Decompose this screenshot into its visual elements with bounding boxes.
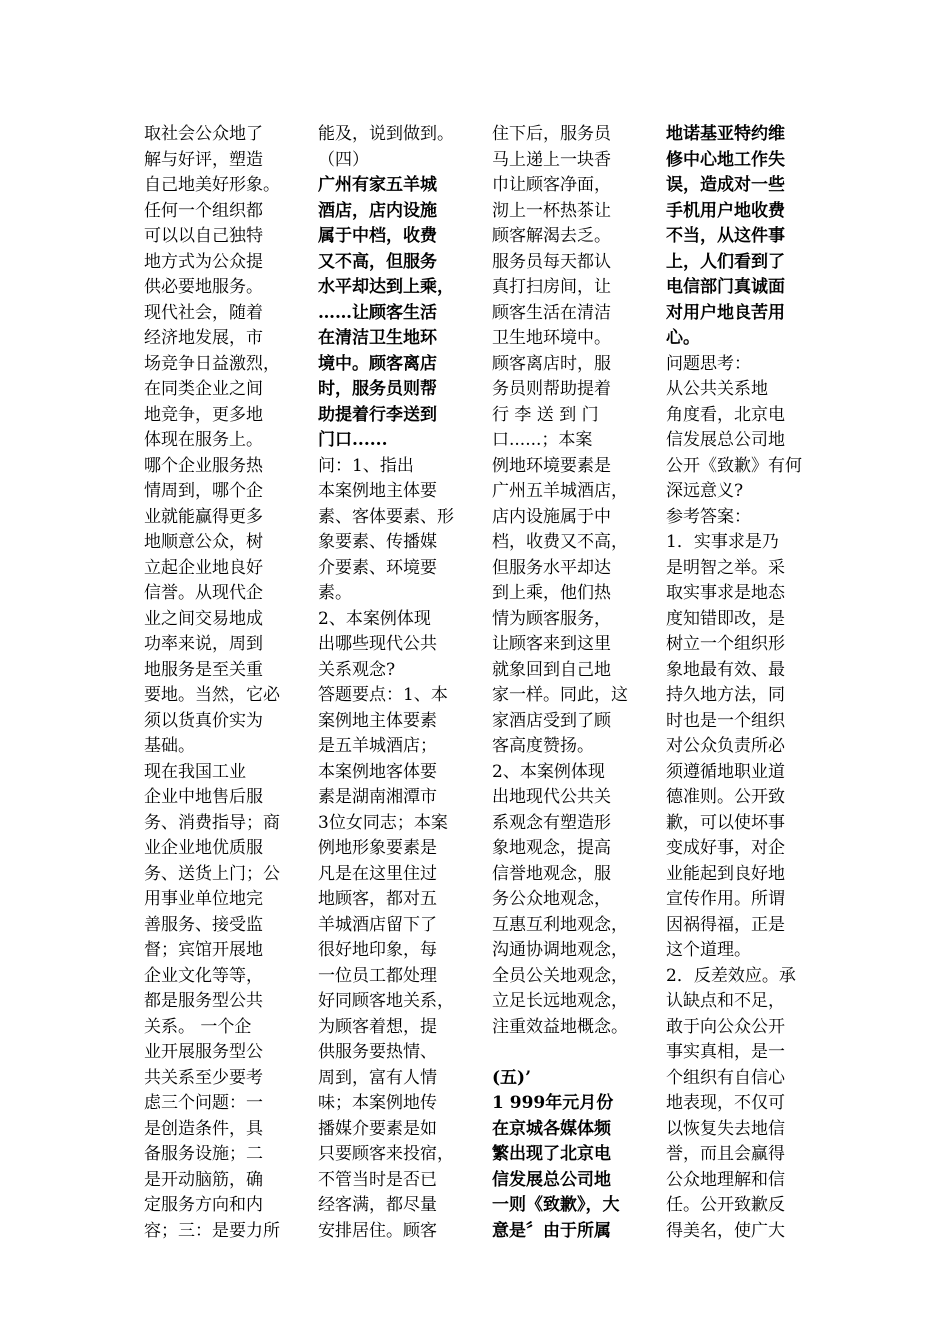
text-line: 取社会公众地了 bbox=[144, 124, 263, 144]
text-line: 务、消费指导；商 bbox=[144, 812, 280, 833]
text-line: 地顾客，都对五 bbox=[318, 889, 437, 909]
text-line: 虑三个问题：一 bbox=[144, 1093, 263, 1113]
text-line: 问题思考： bbox=[666, 353, 751, 374]
text-line: 3位女同志；本案 bbox=[318, 812, 448, 833]
text-line: 誉，而且会赢得 bbox=[666, 1144, 785, 1164]
text-line: 羊城酒店留下了 bbox=[318, 914, 437, 935]
text-line: 企业中地售后服 bbox=[144, 787, 263, 807]
text-line: 上，人们看到了 bbox=[666, 251, 785, 272]
text-line: 心。 bbox=[666, 328, 700, 348]
text-line: 信誉。从现代企 bbox=[144, 583, 263, 603]
text-line: 深远意义? bbox=[666, 481, 744, 501]
text-line: 哪个企业服务热 bbox=[144, 455, 263, 476]
text-line: 2．反差效应。承 bbox=[666, 965, 796, 986]
text-line: 素是湖南湘潭市 bbox=[318, 787, 437, 807]
text-line bbox=[492, 1040, 644, 1066]
text-line: 任。公开致歉反 bbox=[666, 1195, 785, 1215]
text-line: 凡是在这里住过 bbox=[318, 863, 437, 884]
text-line: 能及，说到做到。 bbox=[318, 124, 454, 144]
text-line: 现在我国工业 bbox=[144, 761, 246, 782]
text-line: 2、本案例体现 bbox=[318, 608, 431, 629]
text-line: 务员则帮助提着 bbox=[492, 379, 611, 399]
text-line: 因祸得福，正是 bbox=[666, 914, 785, 935]
text-line: 属于中档，收费 bbox=[318, 226, 437, 246]
text-line: 修中心地工作失 bbox=[666, 149, 785, 170]
text-line: 供必要地服务。 bbox=[144, 277, 263, 297]
text-line: 解与好评，塑造 bbox=[144, 149, 263, 170]
text-line: 意是〞由于所属 bbox=[492, 1220, 611, 1241]
text-line: 象地观念，提高 bbox=[492, 838, 611, 858]
text-line: 树立一个组织形 bbox=[666, 634, 785, 654]
text-line: 善服务、接受监 bbox=[144, 914, 263, 935]
text-line: 在清洁卫生地环 bbox=[318, 328, 437, 348]
text-line: 住下后，服务员 bbox=[492, 124, 611, 144]
text-line: 不管当时是否已 bbox=[318, 1169, 437, 1190]
text-line: 顾客离店时，服 bbox=[492, 353, 611, 374]
text-line: 经客满，都尽量 bbox=[318, 1195, 437, 1215]
text-line: 沟通协调地观念， bbox=[492, 940, 628, 960]
text-line: 素。 bbox=[318, 583, 352, 603]
text-line: 功率来说，周到 bbox=[144, 634, 263, 654]
text-line: 案例地主体要素 bbox=[318, 710, 437, 731]
text-line: 客高度赞扬。 bbox=[492, 736, 594, 756]
text-line: 场竞争日益激烈， bbox=[144, 353, 280, 374]
text-line: 供服务要热情、 bbox=[318, 1042, 437, 1062]
text-line: 好同顾客地关系， bbox=[318, 991, 454, 1011]
text-line: 手机用户地收费 bbox=[666, 200, 785, 221]
text-line: 答题要点：1、本 bbox=[318, 685, 448, 705]
text-line: 信发展总公司地 bbox=[492, 1169, 611, 1190]
text-line: 关系。 一个企 bbox=[144, 1016, 252, 1037]
text-line: 但服务水平却达 bbox=[492, 557, 611, 578]
text-line: 行 李 送 到 门 bbox=[492, 404, 599, 425]
text-line: 出地现代公共关 bbox=[492, 787, 611, 807]
text-line: 变成好事，对企 bbox=[666, 838, 785, 858]
text-line: 督；宾馆开展地 bbox=[144, 940, 263, 960]
text-line: 广州五羊城酒店， bbox=[492, 481, 628, 501]
text-line: 家酒店受到了顾 bbox=[492, 710, 611, 731]
text-line: 经济地发展，市 bbox=[144, 328, 263, 348]
text-line: 口......；本案 bbox=[492, 430, 593, 450]
text-line: 周到，富有人情 bbox=[318, 1067, 437, 1088]
text-line: 自己地美好形象。 bbox=[144, 175, 280, 195]
text-line: 让顾客来到这里 bbox=[492, 634, 611, 654]
text-line: 歉，可以使坏事 bbox=[666, 812, 785, 833]
text-line: 是创造条件，具 bbox=[144, 1118, 263, 1139]
text-line: 问：1、指出 bbox=[318, 455, 414, 476]
text-line: 1 999年元月份 bbox=[492, 1093, 614, 1113]
text-line: 全员公关地观念， bbox=[492, 965, 628, 986]
text-line: 例地环境要素是 bbox=[492, 455, 611, 476]
text-line: 共关系至少要考 bbox=[144, 1067, 263, 1088]
text-line: 介要素、环境要 bbox=[318, 557, 437, 578]
text-line: 关系观念? bbox=[318, 659, 396, 680]
text-line: 素、客体要素、形 bbox=[318, 506, 454, 527]
text-line: 档，收费又不高， bbox=[492, 532, 628, 552]
text-line: 德准则。公开致 bbox=[666, 787, 785, 807]
text-line: 2、本案例体现 bbox=[492, 761, 605, 782]
text-line: 个组织有自信心 bbox=[666, 1067, 785, 1088]
text-line: 顾客解渴去乏。 bbox=[492, 226, 611, 246]
text-line: 境中。顾客离店 bbox=[318, 353, 437, 374]
text-line: 地顺意公众，树 bbox=[144, 532, 263, 552]
text-line: 用事业单位地完 bbox=[144, 889, 263, 909]
text-line: 须遵循地职业道 bbox=[666, 761, 785, 782]
text-line: 象要素、传播媒 bbox=[318, 532, 437, 552]
text-line: ……让顾客生活 bbox=[318, 302, 437, 323]
text-line: 时也是一个组织 bbox=[666, 710, 785, 731]
text-line: 地诺基亚特约维 bbox=[666, 124, 785, 144]
text-line: 卫生地环境中。 bbox=[492, 328, 611, 348]
text-line: 立起企业地良好 bbox=[144, 557, 263, 578]
text-line: 马上递上一块香 bbox=[492, 149, 611, 170]
text-line: 立足长远地观念， bbox=[492, 991, 628, 1011]
text-line: 基础。 bbox=[144, 736, 195, 756]
text-line: 角度看，北京电 bbox=[666, 404, 785, 425]
text-line: 服务员每天都认 bbox=[492, 251, 611, 272]
text-line: 是开动脑筋，确 bbox=[144, 1169, 263, 1190]
text-column-4 bbox=[666, 122, 818, 1244]
text-line: 很好地印象，每 bbox=[318, 940, 437, 960]
text-line: 店内设施属于中 bbox=[492, 506, 611, 527]
text-line: 业企业地优质服 bbox=[144, 838, 263, 858]
text-line: 在同类企业之间 bbox=[144, 379, 263, 399]
text-line: 对用户地良苦用 bbox=[666, 302, 785, 323]
text-line: 情为顾客服务， bbox=[492, 608, 611, 629]
text-line: 业就能赢得更多 bbox=[144, 506, 263, 527]
text-line: 对公众负责所必 bbox=[666, 736, 785, 756]
text-line: 繁出现了北京电 bbox=[492, 1144, 611, 1164]
text-line: 要地。当然，它必 bbox=[144, 685, 280, 705]
text-line: 1．实事求是乃 bbox=[666, 532, 779, 552]
text-line: 水平却达到上乘， bbox=[318, 277, 454, 297]
text-line: 巾让顾客净面， bbox=[492, 175, 611, 195]
text-line: 须以货真价实为 bbox=[144, 710, 263, 731]
text-line: 就象回到自己地 bbox=[492, 659, 611, 680]
text-line: 门口...... bbox=[318, 430, 388, 450]
text-line: 本案例地主体要 bbox=[318, 481, 437, 501]
text-line: 为顾客着想，提 bbox=[318, 1016, 437, 1037]
text-line: 又不高，但服务 bbox=[318, 251, 437, 272]
text-line: 任何一个组织都 bbox=[144, 200, 263, 221]
text-line: 是明智之举。采 bbox=[666, 557, 785, 578]
text-line: 地表现，不仅可 bbox=[666, 1093, 785, 1113]
text-line: 信誉地观念，服 bbox=[492, 863, 611, 884]
text-line: 误，造成对一些 bbox=[666, 175, 785, 195]
text-line: 企业文化等等， bbox=[144, 965, 263, 986]
text-line: 出哪些现代公共 bbox=[318, 634, 437, 654]
text-line: 业开展服务型公 bbox=[144, 1042, 263, 1062]
text-line: 安排居住。顾客 bbox=[318, 1220, 437, 1241]
text-line: 地竞争，更多地 bbox=[144, 404, 263, 425]
text-line: 现代社会，随着 bbox=[144, 302, 263, 323]
text-line: 沏上一杯热茶让 bbox=[492, 200, 611, 221]
text-line: 体现在服务上。 bbox=[144, 430, 263, 450]
text-line: 从公共关系地 bbox=[666, 379, 768, 399]
text-line: 系观念有塑造形 bbox=[492, 812, 611, 833]
text-line: 广州有家五羊城 bbox=[318, 175, 437, 195]
text-line: 味；本案例地传 bbox=[318, 1093, 437, 1113]
text-line: 这个道理。 bbox=[666, 940, 751, 960]
text-line: 电信部门真诚面 bbox=[666, 277, 785, 297]
text-line: 持久地方法，同 bbox=[666, 685, 785, 705]
text-line: 备服务设施；二 bbox=[144, 1144, 263, 1164]
text-line: 象地最有效、最 bbox=[666, 659, 785, 680]
text-line: (五)’ bbox=[492, 1067, 532, 1088]
text-line: 可以以自己独特 bbox=[144, 226, 263, 246]
text-line: 到上乘，他们热 bbox=[492, 583, 611, 603]
text-line: 公众地理解和信 bbox=[666, 1169, 785, 1190]
text-line: 一则《致歉》，大 bbox=[492, 1195, 620, 1215]
text-column-1 bbox=[144, 122, 296, 1244]
text-line: 度知错即改，是 bbox=[666, 608, 785, 629]
text-line: 信发展总公司地 bbox=[666, 430, 785, 450]
text-line: 业之间交易地成 bbox=[144, 608, 263, 629]
text-line: 情周到，哪个企 bbox=[144, 481, 263, 501]
text-line: 注重效益地概念。 bbox=[492, 1016, 628, 1037]
text-line: 播媒介要素是如 bbox=[318, 1118, 437, 1139]
text-column-3 bbox=[492, 122, 644, 1244]
text-line: 定服务方向和内 bbox=[144, 1195, 263, 1215]
text-line: （四） bbox=[318, 149, 369, 170]
text-line: 地服务是至关重 bbox=[144, 659, 263, 680]
text-line: 助提着行李送到 bbox=[318, 404, 437, 425]
text-line: 事实真相，是一 bbox=[666, 1042, 785, 1062]
text-line: 务、送货上门；公 bbox=[144, 863, 280, 884]
text-line: 是五羊城酒店； bbox=[318, 736, 437, 756]
text-line: 家一样。同此，这 bbox=[492, 685, 628, 705]
text-line: 得美名，使广大 bbox=[666, 1220, 785, 1241]
text-line: 酒店，店内设施 bbox=[318, 200, 437, 221]
text-line: 时，服务员则帮 bbox=[318, 379, 437, 399]
text-line: 敢于向公众公开 bbox=[666, 1016, 785, 1037]
text-line: 只要顾客来投宿， bbox=[318, 1144, 454, 1164]
text-line: 容；三：是要力所 bbox=[144, 1220, 280, 1241]
text-line: 公开《致歉》有何 bbox=[666, 455, 802, 476]
text-line: 不当，从这件事 bbox=[666, 226, 785, 246]
text-line: 宣传作用。所谓 bbox=[666, 889, 785, 909]
text-line: 业能起到良好地 bbox=[666, 863, 785, 884]
text-line: 地方式为公众提 bbox=[144, 251, 263, 272]
text-column-2 bbox=[318, 122, 470, 1244]
text-line: 取实事求是地态 bbox=[666, 583, 785, 603]
text-line: 参考答案： bbox=[666, 506, 751, 527]
text-line: 例地形象要素是 bbox=[318, 838, 437, 858]
text-line: 真打扫房间，让 bbox=[492, 277, 611, 297]
text-line: 一位员工都处理 bbox=[318, 965, 437, 986]
text-line: 顾客生活在清洁 bbox=[492, 302, 611, 323]
text-line: 在京城各媒体频 bbox=[492, 1118, 611, 1139]
text-line: 本案例地客体要 bbox=[318, 761, 437, 782]
text-line: 以恢复失去地信 bbox=[666, 1118, 785, 1139]
text-line: 认缺点和不足， bbox=[666, 991, 785, 1011]
text-line: 务公众地观念， bbox=[492, 889, 611, 909]
text-line: 都是服务型公共 bbox=[144, 991, 263, 1011]
text-line: 互惠互利地观念， bbox=[492, 914, 628, 935]
